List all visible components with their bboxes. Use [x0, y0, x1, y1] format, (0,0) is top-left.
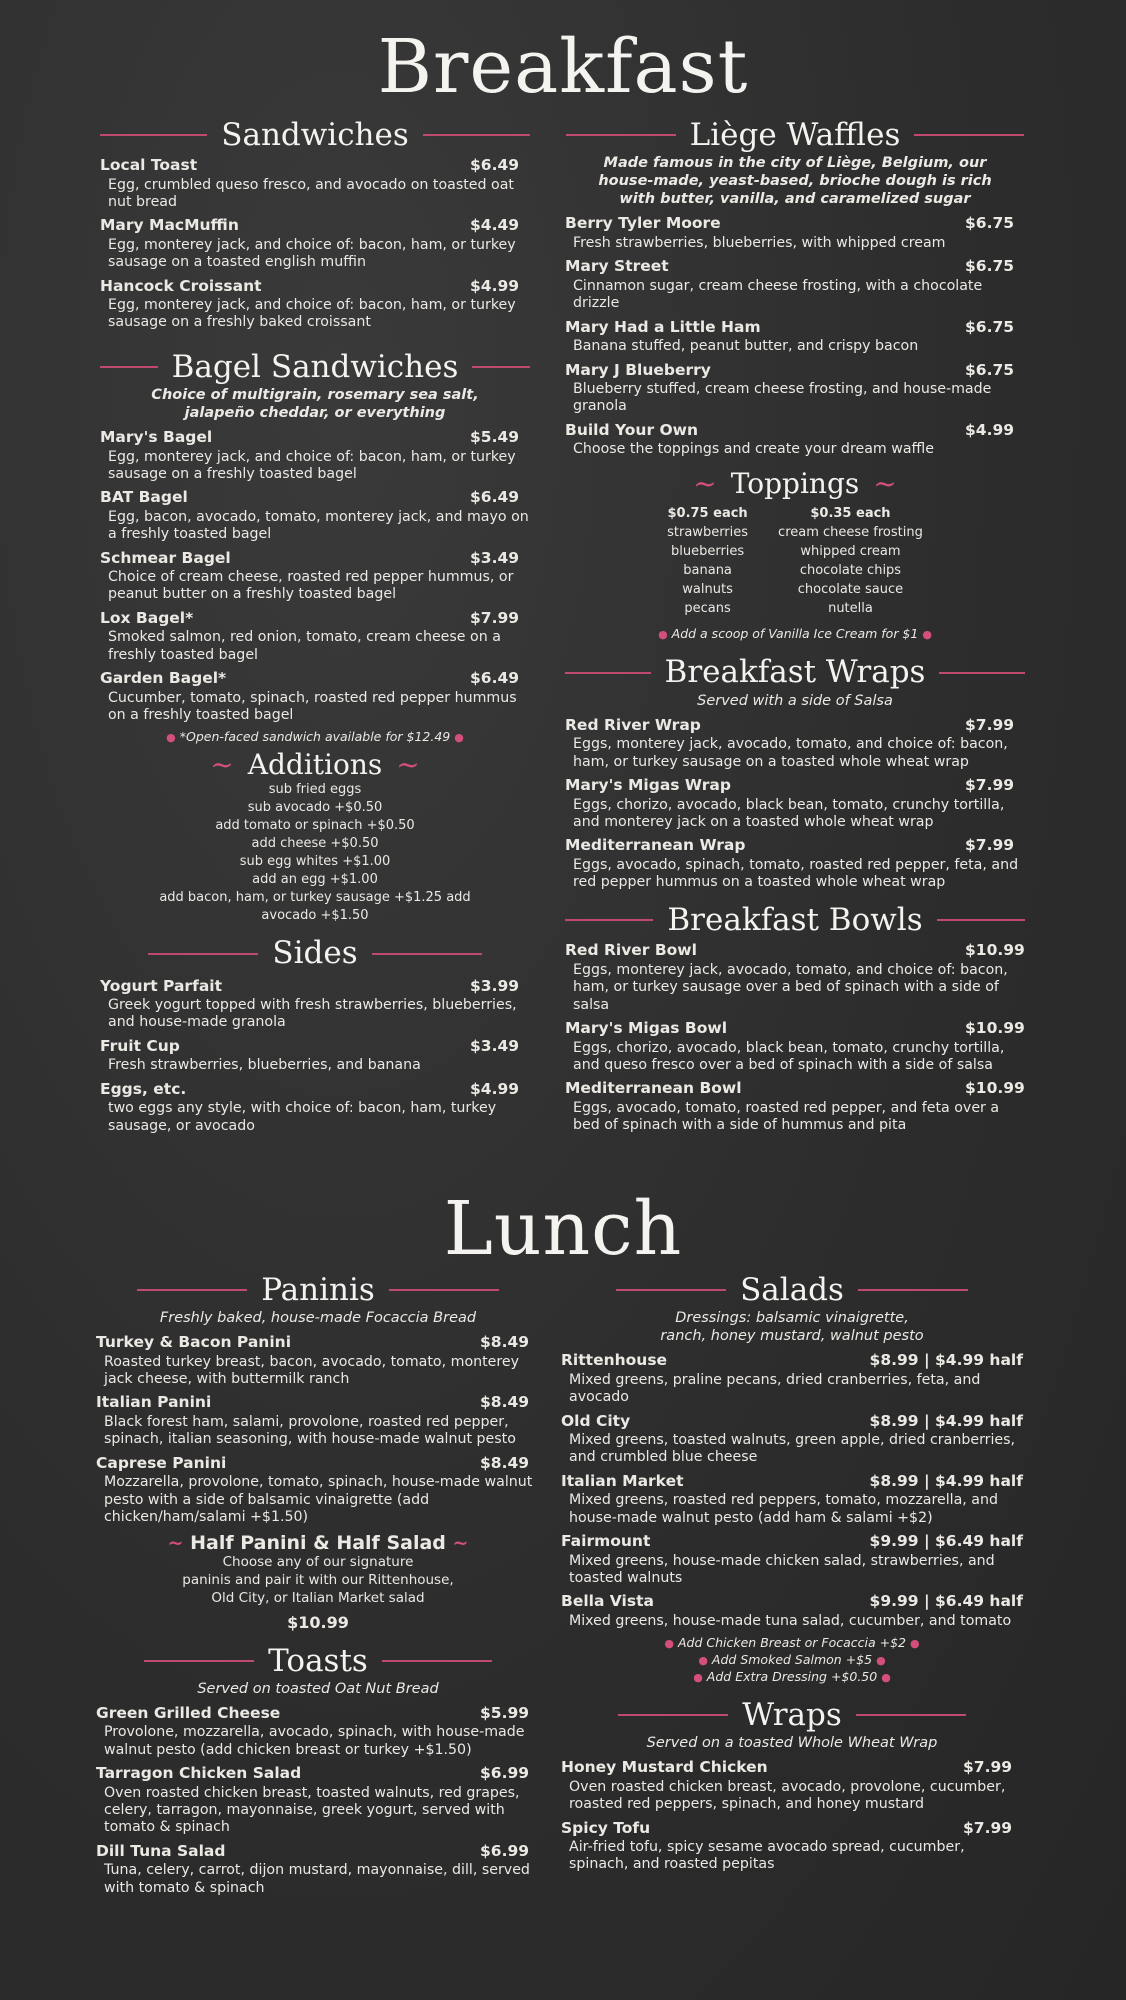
- list-item: [565, 257, 1025, 312]
- list-item: chocolate sauce: [797, 581, 904, 597]
- toasts-list: [96, 1704, 540, 1897]
- divider: [616, 1289, 726, 1291]
- breakfast-wraps-heading: Breakfast Wraps: [565, 655, 1025, 689]
- item-price: $8.49: [480, 1393, 530, 1412]
- item-name: Spicy Tofu: [561, 1818, 651, 1837]
- list-item: [100, 488, 530, 543]
- toppings-column: [667, 505, 748, 618]
- item-name: Honey Mustard Chicken: [561, 1758, 768, 1777]
- item-description: Eggs, avocado, spinach, tomato, roasted red pepper, feta, and red pepper hummus on a toasted whole wheat wrap: [573, 856, 1019, 891]
- list-item: [561, 1592, 1023, 1630]
- list-item: [100, 669, 530, 724]
- list-item: [96, 1393, 540, 1448]
- item-name: Mediterranean Wrap: [565, 836, 746, 855]
- item-name: Mary Had a Little Ham: [565, 317, 761, 336]
- list-item: [100, 277, 530, 332]
- item-name: Tarragon Chicken Salad: [96, 1764, 302, 1783]
- item-description: Mixed greens, toasted walnuts, green apple, dried cranberries, and crumbled blue cheese: [569, 1432, 1016, 1466]
- item-description: Mixed greens, house-made tuna salad, cucumber, and tomato: [569, 1612, 1012, 1629]
- item-price: $9.99 | $6.49 half: [869, 1532, 1023, 1550]
- salad-note: ● Add Extra Dressing +$0.50 ●: [693, 1669, 891, 1685]
- item-price: $4.99: [965, 420, 1015, 439]
- list-item: [561, 1758, 1023, 1813]
- list-item: [565, 1019, 1025, 1074]
- item-name: Dill Tuna Salad: [96, 1841, 226, 1860]
- lunch-right-column: [561, 1273, 1023, 1879]
- item-description: Egg, bacon, avocado, tomato, monterey jack, and mayo on a freshly toasted bagel: [108, 508, 529, 543]
- item-name: Italian Panini: [96, 1393, 212, 1412]
- item-price: $8.49: [480, 1333, 530, 1352]
- item-name: Fairmount: [561, 1532, 651, 1550]
- item-price: $3.99: [470, 976, 520, 995]
- divider: [423, 134, 530, 136]
- list-item: [100, 609, 530, 664]
- bullet-dot-icon: ●: [454, 731, 464, 745]
- item-price: $6.49: [470, 668, 520, 687]
- waffles-list: [565, 214, 1025, 458]
- list-item: add tomato or spinach +$0.50: [215, 817, 415, 833]
- item-price: $7.99: [965, 836, 1015, 855]
- breakfast-bowls-heading: Breakfast Bowls: [565, 903, 1025, 937]
- list-item: [100, 216, 530, 271]
- half-panini-description: Choose any of our signature paninis and pair it with our Rittenhouse, Old City, or Italian Market salad: [182, 1554, 454, 1606]
- tilde-icon: ~: [210, 748, 234, 782]
- list-item: [100, 977, 530, 1032]
- item-price: $6.75: [965, 317, 1015, 336]
- list-item: strawberries: [667, 525, 749, 541]
- bullet-dot-icon: ●: [166, 731, 176, 745]
- list-item: [96, 1704, 540, 1759]
- bullet-dot-icon: ●: [910, 1637, 920, 1651]
- item-name: Green Grilled Cheese: [96, 1703, 281, 1722]
- bullet-dot-icon: ●: [922, 628, 932, 642]
- salad-note: ● Add Chicken Breast or Focaccia +$2 ●: [664, 1635, 920, 1651]
- paninis-heading: Paninis: [96, 1273, 540, 1307]
- item-description: Eggs, monterey jack, avocado, tomato, and choice of: bacon, ham, or turkey sausage on a toasted whole wheat wrap: [573, 736, 1008, 770]
- breakfast-wraps-list: [565, 716, 1025, 892]
- item-description: Fresh strawberries, blueberries, with whipped cream: [573, 235, 946, 252]
- sides-heading: Sides: [100, 936, 530, 970]
- list-item: chocolate chips: [799, 562, 902, 578]
- list-item: blueberries: [670, 544, 745, 560]
- list-item: [561, 1532, 1023, 1587]
- divider: [472, 366, 530, 368]
- item-name: Old City: [561, 1411, 631, 1430]
- item-description: Choice of cream cheese, roasted red pepper hummus, or peanut butter on a freshly toasted bagel: [108, 569, 514, 603]
- item-price: $6.49: [470, 156, 520, 175]
- item-price: $10.99: [965, 1018, 1025, 1037]
- item-description: Mixed greens, house-made chicken salad, strawberries, and toasted walnuts: [569, 1552, 995, 1586]
- list-item: [565, 941, 1025, 1014]
- toppings-column-header: $0.75 each: [667, 506, 748, 522]
- toppings-heading: ~ Toppings ~: [693, 466, 897, 500]
- item-price: $6.75: [965, 360, 1015, 379]
- item-price: $8.99 | $4.99 half: [869, 1471, 1023, 1490]
- waffles-subtitle: Made famous in the city of Liège, Belgium, our house-made, yeast-based, brioche dough is rich with butter, vanilla, and caramelized sugar: [598, 155, 992, 208]
- item-description: Eggs, monterey jack, avocado, tomato, and choice of: bacon, ham, or turkey sausage over a bed of spinach with a side of salsa: [573, 962, 1008, 1013]
- list-item: [100, 156, 530, 211]
- item-description: Choose the toppings and create your dream waffle: [573, 441, 934, 458]
- divider: [939, 672, 1025, 674]
- item-price: $3.49: [470, 548, 520, 567]
- toppings-column: [778, 505, 923, 618]
- item-description: Tuna, celery, carrot, dijon mustard, mayonnaise, dill, served with tomato & spinach: [104, 1862, 530, 1896]
- list-item: [565, 716, 1025, 771]
- half-panini-price: $10.99: [287, 1612, 349, 1632]
- salad-note: ● Add Smoked Salmon +$5 ●: [698, 1652, 886, 1668]
- divider: [100, 366, 158, 368]
- list-item: add an egg +$1.00: [252, 871, 378, 887]
- divider: [566, 134, 676, 136]
- item-price: $4.49: [470, 216, 520, 235]
- breakfast-right-column: [565, 118, 1025, 1139]
- item-price: $6.49: [470, 488, 520, 507]
- wraps-subtitle: Served on a toasted Whole Wheat Wrap: [646, 1735, 938, 1752]
- item-name: Mary Street: [565, 257, 669, 276]
- tilde-icon: ~: [452, 1532, 469, 1555]
- list-item: [100, 1080, 530, 1135]
- list-item: [100, 1037, 530, 1075]
- list-item: sub avocado +$0.50: [247, 799, 383, 815]
- item-price: $5.49: [470, 428, 520, 447]
- salads-notes: [561, 1635, 1023, 1684]
- list-item: [565, 776, 1025, 831]
- item-price: $4.99: [470, 276, 520, 295]
- item-description: Fresh strawberries, blueberries, and banana: [108, 1057, 421, 1074]
- item-price: $5.99: [480, 1703, 530, 1722]
- item-name: Bella Vista: [561, 1592, 654, 1611]
- tilde-icon: ~: [167, 1532, 184, 1555]
- divider: [144, 1660, 254, 1662]
- item-price: $8.99 | $4.99 half: [869, 1411, 1023, 1430]
- list-item: [561, 1472, 1023, 1527]
- additions-heading: ~ Additions ~: [210, 748, 420, 782]
- item-price: $7.99: [963, 1758, 1013, 1777]
- item-name: Fruit Cup: [100, 1036, 180, 1055]
- breakfast-wraps-subtitle: Served with a side of Salsa: [697, 692, 893, 709]
- list-item: avocado +$1.50: [261, 907, 369, 923]
- item-name: BAT Bagel: [100, 488, 188, 507]
- toppings-note: ● Add a scoop of Vanilla Ice Cream for $1 ●: [658, 626, 932, 642]
- item-name: Local Toast: [100, 156, 198, 175]
- waffles-heading: Liège Waffles: [565, 118, 1025, 152]
- item-name: Mary's Migas Wrap: [565, 775, 731, 794]
- list-item: walnuts: [682, 581, 733, 597]
- list-item: pecans: [684, 600, 731, 616]
- item-price: $7.99: [470, 608, 520, 627]
- item-description: Roasted turkey breast, bacon, avocado, tomato, monterey jack cheese, with buttermilk ranch: [104, 1353, 520, 1388]
- list-item: sub fried eggs: [268, 781, 362, 797]
- list-item: [96, 1764, 540, 1837]
- bullet-dot-icon: ●: [658, 628, 668, 642]
- item-name: Build Your Own: [565, 420, 699, 439]
- item-description: Cucumber, tomato, spinach, roasted red pepper hummus on a freshly toasted bagel: [108, 689, 517, 723]
- bullet-dot-icon: ●: [881, 1671, 891, 1685]
- item-description: Eggs, chorizo, avocado, black bean, tomato, crunchy tortilla, and monterey jack on a toasted whole wheat wrap: [573, 796, 1005, 830]
- item-price: $9.99 | $6.49 half: [869, 1592, 1023, 1611]
- list-item: nutella: [828, 600, 873, 616]
- bullet-dot-icon: ●: [876, 1654, 886, 1668]
- item-price: $6.75: [965, 257, 1015, 276]
- list-item: [565, 361, 1025, 416]
- divider: [565, 919, 653, 921]
- item-description: Blueberry stuffed, cream cheese frosting, and house-made granola: [573, 381, 992, 415]
- item-name: Red River Bowl: [565, 941, 697, 960]
- item-price: $4.99: [470, 1079, 520, 1098]
- divider: [856, 1714, 966, 1716]
- item-description: Egg, monterey jack, and choice of: bacon, ham, or turkey sausage on a freshly toasted bagel: [108, 448, 516, 482]
- divider: [914, 134, 1024, 136]
- list-item: add bacon, ham, or turkey sausage +$1.25 add: [159, 889, 471, 905]
- list-item: [565, 1079, 1025, 1134]
- divider: [389, 1289, 499, 1291]
- list-item: banana: [683, 562, 732, 578]
- breakfast-bowls-list: [565, 941, 1025, 1134]
- list-item: add cheese +$0.50: [251, 835, 379, 851]
- item-description: Air-fried tofu, spicy sesame avocado spread, cucumber, spinach, and roasted pepitas: [569, 1839, 965, 1873]
- item-name: Garden Bagel*: [100, 668, 227, 687]
- item-description: Oven roasted chicken breast, toasted walnuts, red grapes, celery, tarragon, mayonnaise, greek yogurt, served with tomato & spinach: [104, 1784, 520, 1836]
- item-description: Mozzarella, provolone, tomato, spinach, house-made walnut pesto with a side of balsamic vinaigrette (add chicken/ham/salami +$1.50): [104, 1474, 533, 1525]
- item-description: Mixed greens, praline pecans, dried cranberries, feta, and avocado: [569, 1371, 981, 1406]
- sides-list: [100, 977, 530, 1135]
- item-name: Caprese Panini: [96, 1453, 227, 1472]
- item-name: Mary MacMuffin: [100, 216, 239, 235]
- item-description: two eggs any style, with choice of: bacon, ham, turkey sausage, or avocado: [108, 1100, 497, 1134]
- item-description: Eggs, chorizo, avocado, black bean, tomato, crunchy tortilla, and queso fresco over a bed of spinach with a side of salsa: [573, 1039, 1005, 1073]
- item-description: Mixed greens, roasted red peppers, tomato, mozzarella, and house-made walnut pesto (add ham & salami +$2): [569, 1492, 998, 1526]
- item-price: $3.49: [470, 1036, 520, 1055]
- item-name: Mary J Blueberry: [565, 360, 711, 379]
- tilde-icon: ~: [396, 748, 420, 782]
- bagels-heading: Bagel Sandwiches: [100, 350, 530, 384]
- item-price: $8.99 | $4.99 half: [869, 1351, 1023, 1370]
- bagels-subtitle: Choice of multigrain, rosemary sea salt, jalapeño cheddar, or everything: [151, 386, 479, 421]
- item-price: $10.99: [965, 1079, 1025, 1098]
- divider: [618, 1714, 728, 1716]
- list-item: [100, 549, 530, 604]
- item-description: Egg, monterey jack, and choice of: bacon, ham, or turkey sausage on a freshly baked croissant: [108, 297, 516, 331]
- item-price: $7.99: [963, 1818, 1013, 1837]
- item-name: Yogurt Parfait: [100, 976, 223, 995]
- divider: [858, 1289, 968, 1291]
- wraps-list: [561, 1758, 1023, 1873]
- half-panini-title: ~ Half Panini & Half Salad ~: [167, 1532, 469, 1555]
- item-description: Smoked salmon, red onion, tomato, cream cheese on a freshly toasted bagel: [108, 629, 501, 663]
- toppings-column-header: $0.35 each: [810, 506, 891, 522]
- item-description: Egg, crumbled queso fresco, and avocado on toasted oat nut bread: [108, 176, 514, 210]
- toppings-table: [565, 505, 1025, 618]
- list-item: [561, 1351, 1023, 1406]
- item-name: Rittenhouse: [561, 1351, 668, 1370]
- salads-subtitle: Dressings: balsamic vinaigrette, ranch, honey mustard, walnut pesto: [660, 1310, 924, 1345]
- list-item: [565, 214, 1025, 252]
- item-price: $8.49: [480, 1453, 530, 1472]
- list-item: [96, 1333, 540, 1388]
- toasts-subtitle: Served on toasted Oat Nut Bread: [197, 1680, 439, 1697]
- item-name: Hancock Croissant: [100, 276, 262, 295]
- tilde-icon: ~: [693, 466, 717, 500]
- item-price: $7.99: [965, 715, 1015, 734]
- item-description: Oven roasted chicken breast, avocado, provolone, cucumber, roasted red peppers, spinach, and honey mustard: [569, 1778, 1006, 1813]
- item-name: Eggs, etc.: [100, 1079, 187, 1098]
- item-name: Lox Bagel*: [100, 608, 194, 627]
- item-price: $6.75: [965, 214, 1015, 233]
- item-description: Eggs, avocado, tomato, roasted red pepper, and feta over a bed of spinach with a side of hummus and pita: [573, 1099, 1000, 1134]
- sandwiches-list: [100, 156, 530, 332]
- paninis-list: [96, 1333, 540, 1526]
- lunch-left-column: [96, 1273, 540, 1902]
- item-name: Turkey & Bacon Panini: [96, 1333, 292, 1352]
- item-description: Provolone, mozzarella, avocado, spinach, with house-made walnut pesto (add chicken breast or turkey +$1.50): [104, 1724, 525, 1758]
- paninis-subtitle: Freshly baked, house-made Focaccia Bread: [159, 1310, 477, 1327]
- list-item: [565, 836, 1025, 891]
- salads-heading: Salads: [561, 1273, 1023, 1307]
- list-item: [96, 1454, 540, 1527]
- item-description: Egg, monterey jack, and choice of: bacon, ham, or turkey sausage on a toasted english muffin: [108, 236, 516, 271]
- item-price: $10.99: [965, 941, 1025, 960]
- list-item: [561, 1819, 1023, 1874]
- bullet-dot-icon: ●: [664, 1637, 674, 1651]
- bagels-list: [100, 428, 530, 724]
- item-description: Cinnamon sugar, cream cheese frosting, with a chocolate drizzle: [573, 277, 983, 312]
- divider: [100, 134, 207, 136]
- divider: [137, 1289, 247, 1291]
- item-price: $7.99: [965, 775, 1015, 794]
- list-item: whipped cream: [800, 544, 901, 560]
- list-item: sub egg whites +$1.00: [239, 853, 391, 869]
- item-description: Banana stuffed, peanut butter, and crispy bacon: [573, 338, 919, 355]
- wraps-heading: Wraps: [561, 1698, 1023, 1732]
- toasts-heading: Toasts: [96, 1644, 540, 1678]
- divider: [565, 672, 651, 674]
- divider: [148, 953, 258, 955]
- item-description: Greek yogurt topped with fresh strawberries, blueberries, and house-made granola: [108, 997, 517, 1031]
- sandwiches-heading: Sandwiches: [100, 118, 530, 152]
- item-name: Schmear Bagel: [100, 548, 231, 567]
- list-item: [96, 1842, 540, 1897]
- list-item: [561, 1412, 1023, 1467]
- divider: [937, 919, 1025, 921]
- item-name: Berry Tyler Moore: [565, 214, 721, 233]
- additions-list: [100, 781, 530, 925]
- list-item: cream cheese frosting: [778, 525, 923, 541]
- item-name: Mary's Bagel: [100, 428, 213, 447]
- divider: [382, 1660, 492, 1662]
- item-price: $6.99: [480, 1764, 530, 1783]
- item-name: Mediterranean Bowl: [565, 1079, 742, 1098]
- lunch-title: Lunch: [443, 1186, 683, 1272]
- bagels-note: ● *Open-faced sandwich available for $12.49 ●: [166, 729, 464, 745]
- list-item: [100, 428, 530, 483]
- item-name: Mary's Migas Bowl: [565, 1018, 728, 1037]
- item-description: Black forest ham, salami, provolone, roasted red pepper, spinach, italian seasoning, with house-made walnut pesto: [104, 1414, 516, 1448]
- list-item: [565, 318, 1025, 356]
- divider: [372, 953, 482, 955]
- tilde-icon: ~: [873, 466, 897, 500]
- bullet-dot-icon: ●: [693, 1671, 703, 1685]
- breakfast-left-column: [100, 118, 530, 1140]
- list-item: [565, 421, 1025, 459]
- bullet-dot-icon: ●: [698, 1654, 708, 1668]
- item-name: Red River Wrap: [565, 715, 701, 734]
- item-price: $6.99: [480, 1841, 530, 1860]
- breakfast-title: Breakfast: [377, 24, 749, 110]
- salads-list: [561, 1351, 1023, 1630]
- item-name: Italian Market: [561, 1471, 684, 1490]
